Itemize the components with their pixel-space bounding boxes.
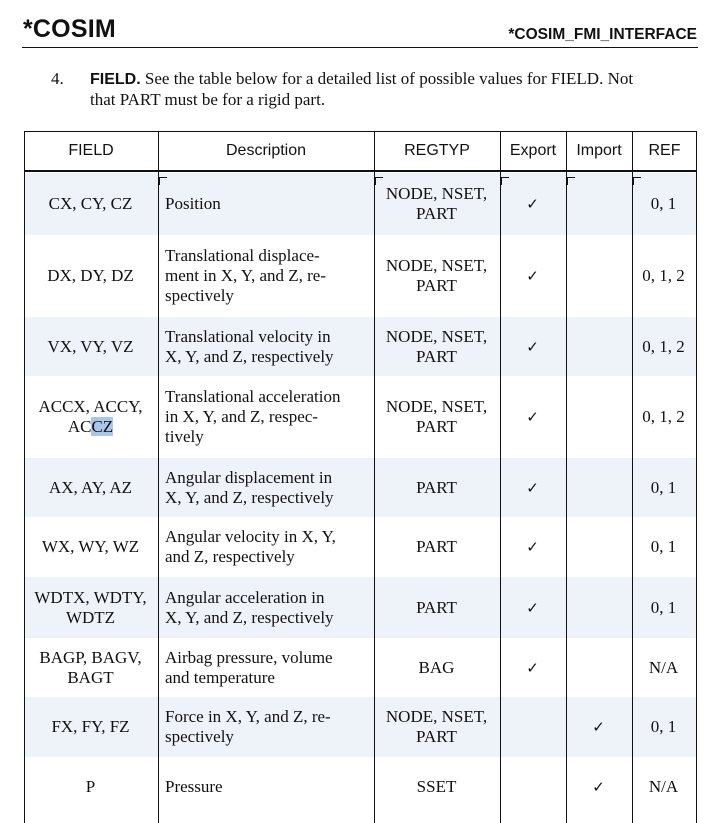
- item-term: FIELD.: [90, 71, 141, 88]
- cell-field: [24, 173, 157, 235]
- cell-description-line: Pressure: [165, 777, 223, 796]
- cell-ref-value: N/A: [648, 777, 679, 796]
- cell-description-line: spectively: [165, 727, 234, 746]
- cell-regtyp: [374, 235, 499, 317]
- cell-regtyp: [374, 317, 499, 376]
- column-border: [374, 131, 375, 823]
- table-row: [25, 577, 696, 638]
- cell-export: [500, 697, 565, 757]
- field-table: [24, 131, 697, 823]
- check-icon: ✓: [526, 408, 539, 426]
- cell-field-line: CX, CY, CZ: [48, 194, 133, 213]
- column-border: [500, 131, 501, 823]
- cell-ref-value: N/A: [648, 657, 679, 677]
- cell-ref: [632, 517, 695, 577]
- page-header-title: *COSIM: [23, 15, 116, 43]
- cell-description-line: and Z, respectively: [165, 547, 295, 566]
- cell-description-line: X, Y, and Z, respectively: [165, 607, 334, 627]
- cell-import: [566, 517, 631, 577]
- cell-regtyp: [374, 638, 499, 697]
- header-import: Import: [576, 142, 622, 159]
- check-icon: ✓: [592, 718, 605, 736]
- cell-field-line: VX, VY, VZ: [47, 336, 134, 356]
- text-selection-highlight: CZ: [91, 417, 114, 436]
- table-row: [25, 235, 696, 317]
- column-border: [632, 131, 633, 823]
- cell-description-line: X, Y, and Z, respectively: [165, 346, 334, 366]
- cell-regtyp-line: NODE, NSET,: [385, 397, 488, 416]
- cell-description: [165, 697, 373, 757]
- cell-regtyp-line: BAG: [418, 657, 455, 677]
- cell-ref: [632, 173, 695, 235]
- cell-ref: [632, 235, 695, 317]
- cell-import: [566, 317, 631, 376]
- cell-regtyp-line: NODE, NSET,: [385, 326, 488, 346]
- table-row: [25, 697, 696, 757]
- cell-ref-value: 0, 1: [650, 537, 677, 556]
- header-rule: [22, 47, 698, 48]
- cell-ref: [632, 317, 695, 376]
- cell-regtyp-line: NODE, NSET,: [385, 184, 488, 203]
- corner-tick: [633, 177, 641, 185]
- field-item: [51, 69, 701, 110]
- table-row: [25, 757, 696, 817]
- cell-description: [165, 376, 373, 458]
- table-row: [25, 317, 696, 376]
- cell-description-line: Translational velocity in: [165, 326, 331, 346]
- cell-regtyp: [374, 173, 499, 235]
- item-text-line2: that PART must be for a rigid part.: [90, 90, 326, 109]
- cell-export: [500, 517, 565, 577]
- cell-import: [566, 376, 631, 458]
- column-border: [696, 131, 697, 823]
- cell-description-line: Angular displacement in: [165, 467, 333, 487]
- cell-regtyp: [374, 697, 499, 757]
- header-ref: REF: [648, 142, 681, 159]
- check-icon: ✓: [526, 538, 539, 556]
- cell-field: [24, 638, 157, 697]
- cell-export: [500, 577, 565, 638]
- table-row: [25, 376, 696, 458]
- cell-regtyp: [374, 577, 499, 638]
- corner-tick: [159, 177, 167, 185]
- item-number: 4.: [51, 69, 64, 88]
- cell-description-line: Position: [165, 194, 221, 213]
- cell-field-line: ACCZ: [67, 417, 114, 436]
- cell-description-line: Angular acceleration in: [165, 587, 325, 607]
- cell-ref-value: 0, 1: [650, 194, 677, 213]
- cell-ref: [632, 458, 695, 517]
- cell-export: [500, 458, 565, 517]
- cell-regtyp-line: PART: [416, 204, 457, 223]
- header-field: FIELD: [68, 142, 114, 159]
- cell-import: [566, 638, 631, 697]
- cell-regtyp-line: PART: [416, 417, 457, 436]
- cell-description-line: and temperature: [165, 667, 275, 687]
- check-icon: ✓: [526, 658, 539, 677]
- cell-export: [500, 376, 565, 458]
- header-regtyp: REGTYP: [404, 142, 470, 159]
- cell-description-line: Translational acceleration: [165, 387, 341, 406]
- cell-description-line: Translational displace-: [165, 246, 320, 265]
- cell-import: [566, 577, 631, 638]
- cell-regtyp-line: PART: [416, 597, 457, 617]
- corner-tick: [567, 177, 575, 185]
- cell-ref: [632, 697, 695, 757]
- check-icon: ✓: [526, 478, 539, 497]
- cell-description-line: Airbag pressure, volume: [165, 647, 333, 667]
- cell-regtyp: [374, 376, 499, 458]
- cell-ref: [632, 577, 695, 638]
- item-body: [90, 69, 701, 110]
- cell-export: [500, 173, 565, 235]
- table-row: [25, 173, 696, 235]
- cell-description-line: Angular velocity in X, Y,: [165, 527, 336, 546]
- cell-field: [24, 458, 157, 517]
- cell-field-line: WDTZ: [65, 607, 116, 627]
- cell-field-line: BAGT: [67, 667, 114, 687]
- cell-import: [566, 697, 631, 757]
- cell-field-line: DX, DY, DZ: [47, 266, 134, 285]
- cell-ref-value: 0, 1, 2: [642, 266, 685, 285]
- cell-field: [24, 517, 157, 577]
- cell-description-line: spectively: [165, 286, 234, 305]
- cell-description-line: Force in X, Y, and Z, re-: [165, 707, 331, 726]
- cell-description: [165, 458, 373, 517]
- cell-regtyp-line: PART: [416, 276, 457, 295]
- cell-regtyp-line: SSET: [416, 777, 457, 796]
- cell-field-line: P: [85, 777, 96, 796]
- cell-field: [24, 376, 157, 458]
- check-icon: ✓: [526, 267, 539, 285]
- cell-ref: [632, 638, 695, 697]
- cell-field-line: ACCX, ACCY,: [38, 397, 143, 416]
- cell-regtyp-line: NODE, NSET,: [385, 256, 488, 275]
- cell-field-line: WDTX, WDTY,: [34, 587, 147, 607]
- cell-field-line: FX, FY, FZ: [51, 717, 130, 736]
- cell-description: [165, 757, 373, 817]
- column-border: [158, 131, 159, 823]
- cell-description-line: X, Y, and Z, respectively: [165, 487, 334, 507]
- cell-field-line: AX, AY, AZ: [48, 477, 133, 497]
- cell-regtyp-line: PART: [416, 477, 457, 497]
- check-icon: ✓: [526, 598, 539, 617]
- cell-description: [165, 317, 373, 376]
- corner-tick: [375, 177, 383, 185]
- table-row: [25, 458, 696, 517]
- cell-export: [500, 317, 565, 376]
- cell-regtyp: [374, 517, 499, 577]
- cell-ref-value: 0, 1, 2: [642, 336, 685, 356]
- cell-regtyp-line: PART: [416, 537, 457, 556]
- cell-regtyp-line: PART: [416, 346, 457, 366]
- header-description: Description: [225, 142, 307, 159]
- cell-field: [24, 317, 157, 376]
- item-text-line1: See the table below for a detailed list of possible values for FIELD. Not: [140, 69, 634, 88]
- cell-field-line: WX, WY, WZ: [41, 537, 140, 556]
- column-border: [566, 131, 567, 823]
- corner-tick: [501, 177, 509, 185]
- page-header-section: *COSIM_FMI_INTERFACE: [508, 26, 697, 43]
- column-border: [24, 131, 25, 823]
- cell-ref: [632, 757, 695, 817]
- cell-description: [165, 517, 373, 577]
- cell-regtyp-line: PART: [416, 727, 457, 746]
- cell-description: [165, 173, 373, 235]
- cell-export: [500, 757, 565, 817]
- table-row: [25, 517, 696, 577]
- cell-regtyp-line: NODE, NSET,: [385, 707, 488, 726]
- check-icon: ✓: [592, 778, 605, 796]
- cell-ref: [632, 376, 695, 458]
- cell-description: [165, 577, 373, 638]
- cell-field-line: BAGP, BAGV,: [39, 647, 142, 667]
- cell-export: [500, 235, 565, 317]
- cell-description: [165, 235, 373, 317]
- cell-field: [24, 235, 157, 317]
- cell-description-line: in X, Y, and Z, respec-: [165, 407, 318, 426]
- cell-field: [24, 757, 157, 817]
- check-icon: ✓: [526, 337, 539, 356]
- cell-ref-value: 0, 1, 2: [642, 407, 685, 426]
- cell-ref-value: 0, 1: [650, 717, 677, 736]
- cell-ref-value: 0, 1: [650, 477, 677, 497]
- cell-import: [566, 173, 631, 235]
- cell-description-line: tively: [165, 427, 204, 446]
- check-icon: ✓: [526, 195, 539, 213]
- header-export: Export: [509, 142, 557, 159]
- cell-regtyp: [374, 757, 499, 817]
- cell-description-line: ment in X, Y, and Z, re-: [165, 266, 326, 285]
- cell-export: [500, 638, 565, 697]
- cell-import: [566, 757, 631, 817]
- cell-description: [165, 638, 373, 697]
- cell-regtyp: [374, 458, 499, 517]
- table-row: [25, 638, 696, 697]
- cell-import: [566, 235, 631, 317]
- cell-field: [24, 577, 157, 638]
- cell-ref-value: 0, 1: [650, 597, 677, 617]
- cell-import: [566, 458, 631, 517]
- cell-field: [24, 697, 157, 757]
